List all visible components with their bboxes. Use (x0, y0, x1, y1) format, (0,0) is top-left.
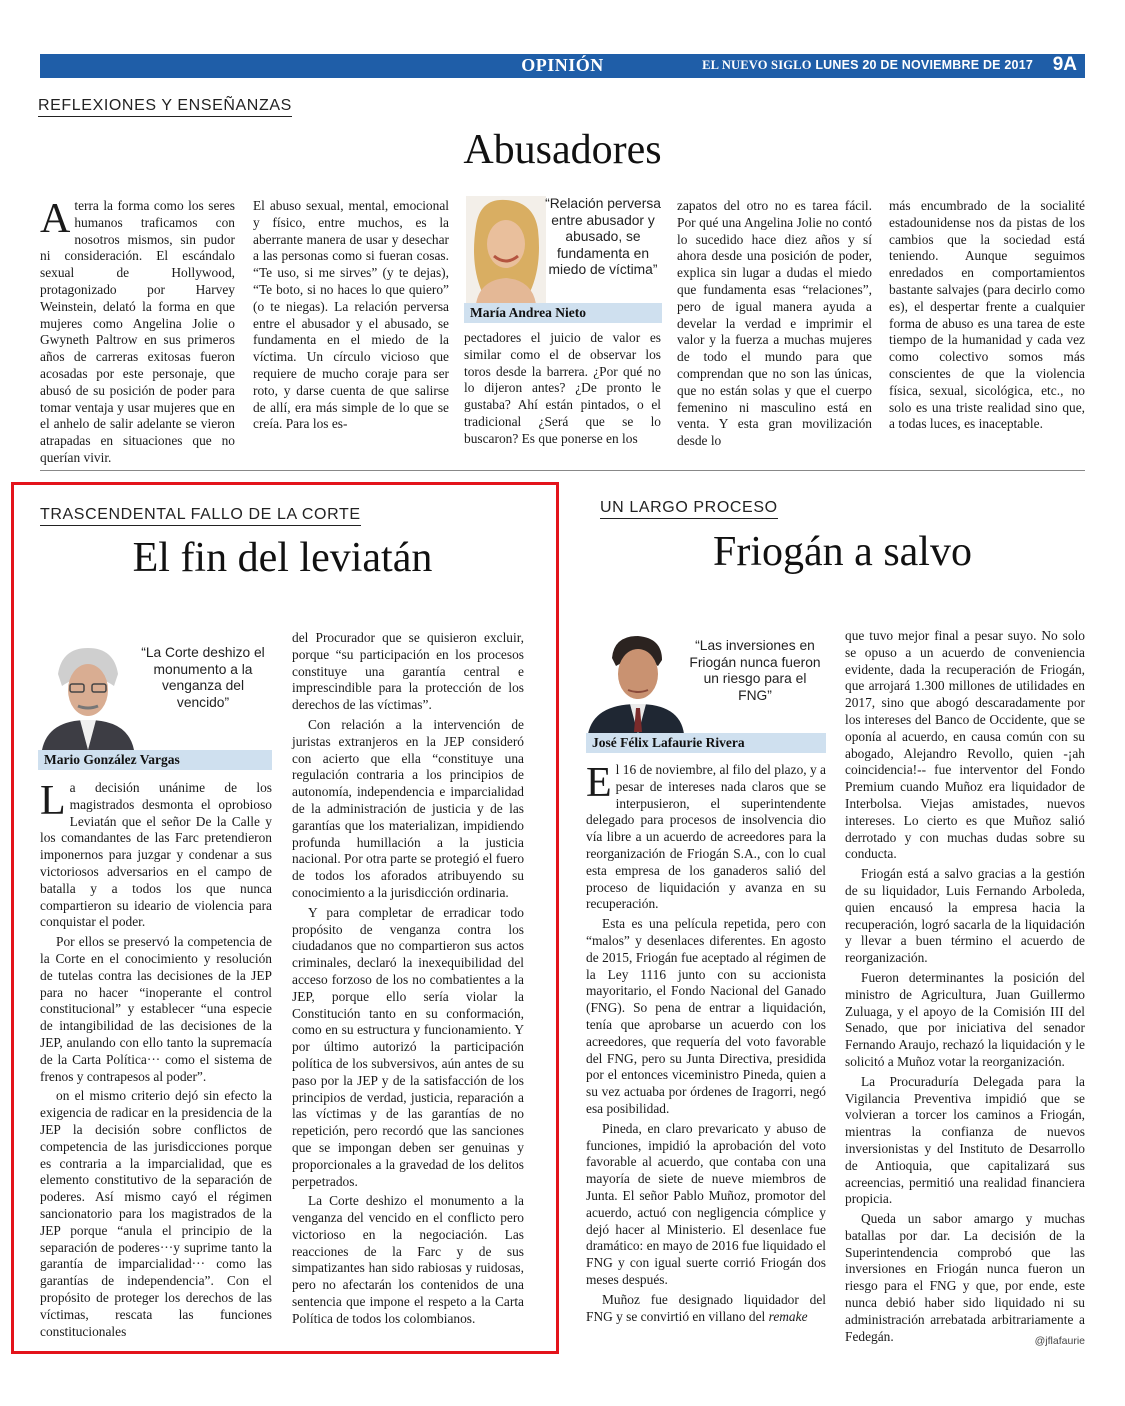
issue-date: LUNES 20 DE NOVIEMBRE DE 2017 (815, 58, 1033, 72)
abusadores-author-byline: María Andrea Nieto (464, 303, 662, 323)
friogan-dropcap: E (586, 760, 612, 806)
friogan-pull-quote: “Las inversiones en Friogán nunca fueron un riesgo para el FNG” (689, 638, 821, 703)
abusadores-column-2 (253, 198, 449, 453)
paragraph: Esta es una película repetida, pero con “malos” y desenlaces diferentes. En agosto de 2015, Friogán fue aceptado al régimen de la Ley 1116 junto con su accionista mayoritario, el Fondo Nacional del Ganado (FNG). So pena de entrar a liquidación, tenía que aprobarse un acuerdo con los acreedores, que requería del voto favorable del FNG, pero su Junta Directiva, presidida por el entonces viceministro Pineda, quien a su vez actuaba por órdenes de Iragorri, negó esa posibilidad. (586, 916, 826, 1116)
section-title: OPINIÓN (521, 55, 604, 75)
paragraph: Fueron determinantes la posición del ministro de Agricultura, Juan Guillermo Zuluaga, y el apoyo de la Comisión III del Senado, que por iniciativa del senador Fernando Araujo, rechazó la liquidación y le solicitó a Muñoz votar la reorganización. (845, 969, 1085, 1069)
leviatan-column-1 (40, 780, 272, 1345)
abusadores-kicker: REFLEXIONES Y ENSEÑANZAS (38, 97, 292, 117)
friogan-column-1 (586, 762, 826, 1354)
maria-andrea-nieto-photo (466, 196, 546, 304)
paragraph: zapatos del otro no es tarea fácil. Por qué una Angelina Jolie no contó lo sucedido hace diez años y sí ahora desde una posición de poder, explica sin lugar a dudas el miedo que fundamenta esas “relaciones”, pero de igual manera ayuda a develar la verdad e imprimir el valor y la fuerza a muchas mujeres de todo el mundo para que comprendan que no son las únicas, que no están solas y que el cuerpo femenino ni masculino está en venta. Y esta gran movilización desde lo (677, 198, 872, 449)
paragraph: más encumbrado de la socialité estadounidense nos da pistas de los cambios que la sociedad está teniendo. Aunque seguimos enredados en comportamientos bastante salvajes (para decirlo como es), el despertar frente a cualquier forma de abuso es una tarea de este tiempo de la humanidad y cada vez como colectivo somos más conscientes de que la violencia física, sexual, sicológica, etc., no solo es una triste realidad sino que, a todas luces, es inaceptable. (889, 198, 1085, 432)
leviatan-dropcap: L (40, 778, 66, 824)
abusadores-column-1 (40, 196, 235, 465)
paragraph: El abuso sexual, mental, emocional y físico, entre muchos, es la aberrante manera de usar y desechar a las personas como si fueran cosas. “Te uso, si me sirves” (y te dejas), “Te boto, si no haces lo que quiero” (o te niegas). La relación perversa entre el abusador y el abusado, se fundamenta en el miedo de la víctima. Un círculo vicioso que requiere de mucho coraje para ser roto, y darse cuenta de que salirse de allí, era más simple de lo que se creía. Para los es- (253, 198, 449, 432)
paragraph: La Procuraduría Delegada para la Vigilancia Preventiva impidió que se volvieran a torcer los caminos a Friogán, mientras la confianza de nuevos inversionistas y del Instituto de Desarrollo de Antioquia, que capitalizará sus acreencias, permitió una realidad financiera propicia. (845, 1073, 1085, 1207)
paragraph: Friogán está a salvo gracias a la gestión de su liquidador, Luis Fernando Arboleda, quien encausó la empresa hacia la recuperación, logró sacarla de la liquidación y llevar a buen término el acuerdo de reorganización. (845, 866, 1085, 966)
abusadores-pull-quote: “Relación perversa entre abusador y abusado, se fundamenta en miedo de víctima” (545, 196, 661, 277)
paragraph: Con relación a la intervención de juristas extranjeros en la JEP consideró con acierto que ella “constituye una regulación contraria a los principios de autonomía, independencia e imparcialidad de la administración de justicia y de las garantías que los materializan, impidiendo profunda humillación a la justicia nacional. Por otra parte se protegió el fuero de todos los aforados atribuyendo su conocimiento a la jurisdicción ordinaria. (292, 716, 525, 900)
leviatan-kicker: TRASCENDENTAL FALLO DE LA CORTE (40, 506, 361, 526)
leviatan-headline: El fin del leviatán (132, 535, 433, 581)
paragraph: on el mismo criterio dejó sin efecto la exigencia de radicar en la presidencia de la JEP la decisión sobre conflictos de competencia de las jurisdicciones porque es contraria a la imparcialidad, que es elemento constitutivo de la separación de poderes. Así mismo cayó el régimen sancionatorio para los magistrados de la JEP porque “anula el principio de la separación de poderes···y suprime tanto la garantía de imparcialidad··· como las garantías de independencia”. Con el propósito de proteger los derechos de las víctimas, rescata las funciones constitucionales (40, 1088, 272, 1339)
header-meta (40, 54, 1085, 78)
leviatan-pull-quote: “La Corte deshizo el monumento a la venganza del vencido” (141, 645, 265, 710)
abusadores-headline: Abusadores (463, 127, 662, 173)
paragraph: Muñoz fue designado liquidador del FNG y se convirtió en villano del (586, 1291, 826, 1324)
page-number: 9A (1052, 54, 1077, 75)
paragraph: terra la forma como los seres humanos traficamos con nosotros mismos, sin pudor ni consideración. El escándalo sexual de Hollywood, protagonizado por Harvey Weinstein, delató la forma en que mujeres como Angelina Jolie o Gwyneth Paltrow en sus primeros años de carreras exitosas fueron acosadas por este personaje, que abusó de su posición de poder para tomar ventaja y usar mujeres que en el anhelo de salir adelante se vieron atrapadas en situaciones que no querían vivir. (40, 198, 235, 465)
abusadores-column-5 (889, 198, 1085, 453)
paragraph: Por ellos se preservó la competencia de la Corte en el conocimiento y resolución de tutelas contra las decisiones de la JEP para no hacer “inoperante el control constitucional” y establecer “una especie de intangibilidad de las decisiones de la JEP, anulando con ello tanto la supremacía de la Carta Política··· como el sistema de frenos y contrapesos al poder”. (40, 934, 272, 1084)
abusadores-dropcap: A (40, 196, 71, 242)
leviatan-author-byline: Mario González Vargas (38, 750, 272, 770)
paragraph: La Corte deshizo el monumento a la venganza del vencido en el conflicto pero victorioso en la negociación. Las reacciones de la Farc y de sus simpatizantes han sido rabiosas y ruidosas, pero no afectarán los contenidos de una sentencia que impone el respeto a la Carta Política de todos los colombianos. (292, 1193, 524, 1326)
mario-gonzalez-vargas-photo (40, 640, 136, 750)
paragraph: que tuvo mejor final a pesar suyo. No solo se opuso a un acuerdo de conveniencia evidente, dada la recuperación de Friogán, que arrojará 1.300 millones de utilidades en 2017, sino que abogó descaradamente por los intereses del Banco de Occidente, que se oponía al acuerdo, en causa común con su abogado, Alejandro Revollo, quien -¡ah coincidencia!-- fue interventor del Fondo Premium cuando Muñoz era liquidador de Interbolsa. Viejas amistades, nuevos intereses. Lo cierto es que Muñoz salió derrotado y con muchas dudas sobre su conducta. (845, 628, 1085, 862)
leviatan-column-2 (292, 630, 524, 1345)
newspaper-name: EL NUEVO SIGLO (702, 58, 812, 72)
paragraph: l 16 de noviembre, al filo del plazo, y a pesar de intereses nada claros que se interpusieron, el superintendente delegado para procesos de insolvencia dio vía libre a un acuerdo de acreedores para la reorganización de Friogán S.A., con lo cual esta empresa de los ganaderos salió del proceso de liquidación y avanza en su recuperación. (586, 762, 826, 912)
paragraph: Pineda, en claro prevaricato y abuso de funciones, impidió la aprobación del voto favorable al acuerdo, que contaba con una mayoría de siete de nueve miembros de Junta. El señor Pablo Muñoz, promotor del acuerdo, actuó con negligencia cómplice y dejó hacer al Ministerio. El desenlace fue dramático: en mayo de 2016 fue liquidado el FNG y con igual suerte corrió Friogán dos meses después. (586, 1120, 826, 1287)
paragraph: a decisión unánime de los magistrados desmonta el oprobioso Leviatán que el señor De la Calle y los comandantes de las Farc pretendieron imponernos para juzgar y condenar a sus victoriosos adversarios en el campo de batalla y a todos los que nunca compartieron su ideario de violencia para conquistar el poder. (40, 780, 272, 930)
paragraph: Queda un sabor amargo y muchas batallas por dar. La decisión de la Superintendencia comprobó que las inversiones en Friogán nunca fueron un riesgo para el FNG y que, por ende, este nunca debió haber sido liquidado ni su administración arrebatada arbitrariamente a Fedegán. (845, 1211, 1085, 1344)
jose-felix-lafaurie-photo (588, 628, 684, 734)
paragraph: pectadores el juicio de valor es similar como el de observar los toros desde la barrera. ¿Por qué no lo dijeron antes? ¿De pronto le gustaba? Ahí están pintados, o el tradicional ¿Será que se lo buscaron? Es que ponerse en los (464, 330, 661, 446)
section-divider (40, 470, 1085, 471)
paragraph: Y para completar de erradicar todo propósito de venganza contra los ciudadanos que no compartieron sus actos criminales, declaró la inexequibilidad del acceso forzoso de los no combatientes a la JEP, porque ello sería violar la Constitución tanto en su conformación, como en su estructura y funcionamiento. Y por último autorizó la participación política de los subversivos, aún antes de su paso por la JEP y de la satisfacción de los principios de verdad, justicia, reparación a las víctimas y de las garantías de no repetición, pero recordó que las sanciones que se impongan deben ser genuinas y proporcionales a la gravedad de los delitos perpetrados. (292, 904, 524, 1189)
paragraph-emphasis: remake (768, 1308, 808, 1324)
abusadores-column-4 (677, 198, 872, 453)
twitter-handle[interactable]: @jflafaurie (1034, 1335, 1085, 1347)
paragraph: del Procurador que se quisieron excluir, porque “su participación en los procesos constituye una garantía central e imprescindible para la protección de los derechos de las víctimas”. (292, 630, 524, 713)
abusadores-column-3 (464, 330, 661, 453)
friogan-author-byline: José Félix Lafaurie Rivera (586, 733, 826, 753)
friogan-kicker: UN LARGO PROCESO (600, 499, 778, 519)
friogan-headline: Friogán a salvo (713, 529, 972, 575)
